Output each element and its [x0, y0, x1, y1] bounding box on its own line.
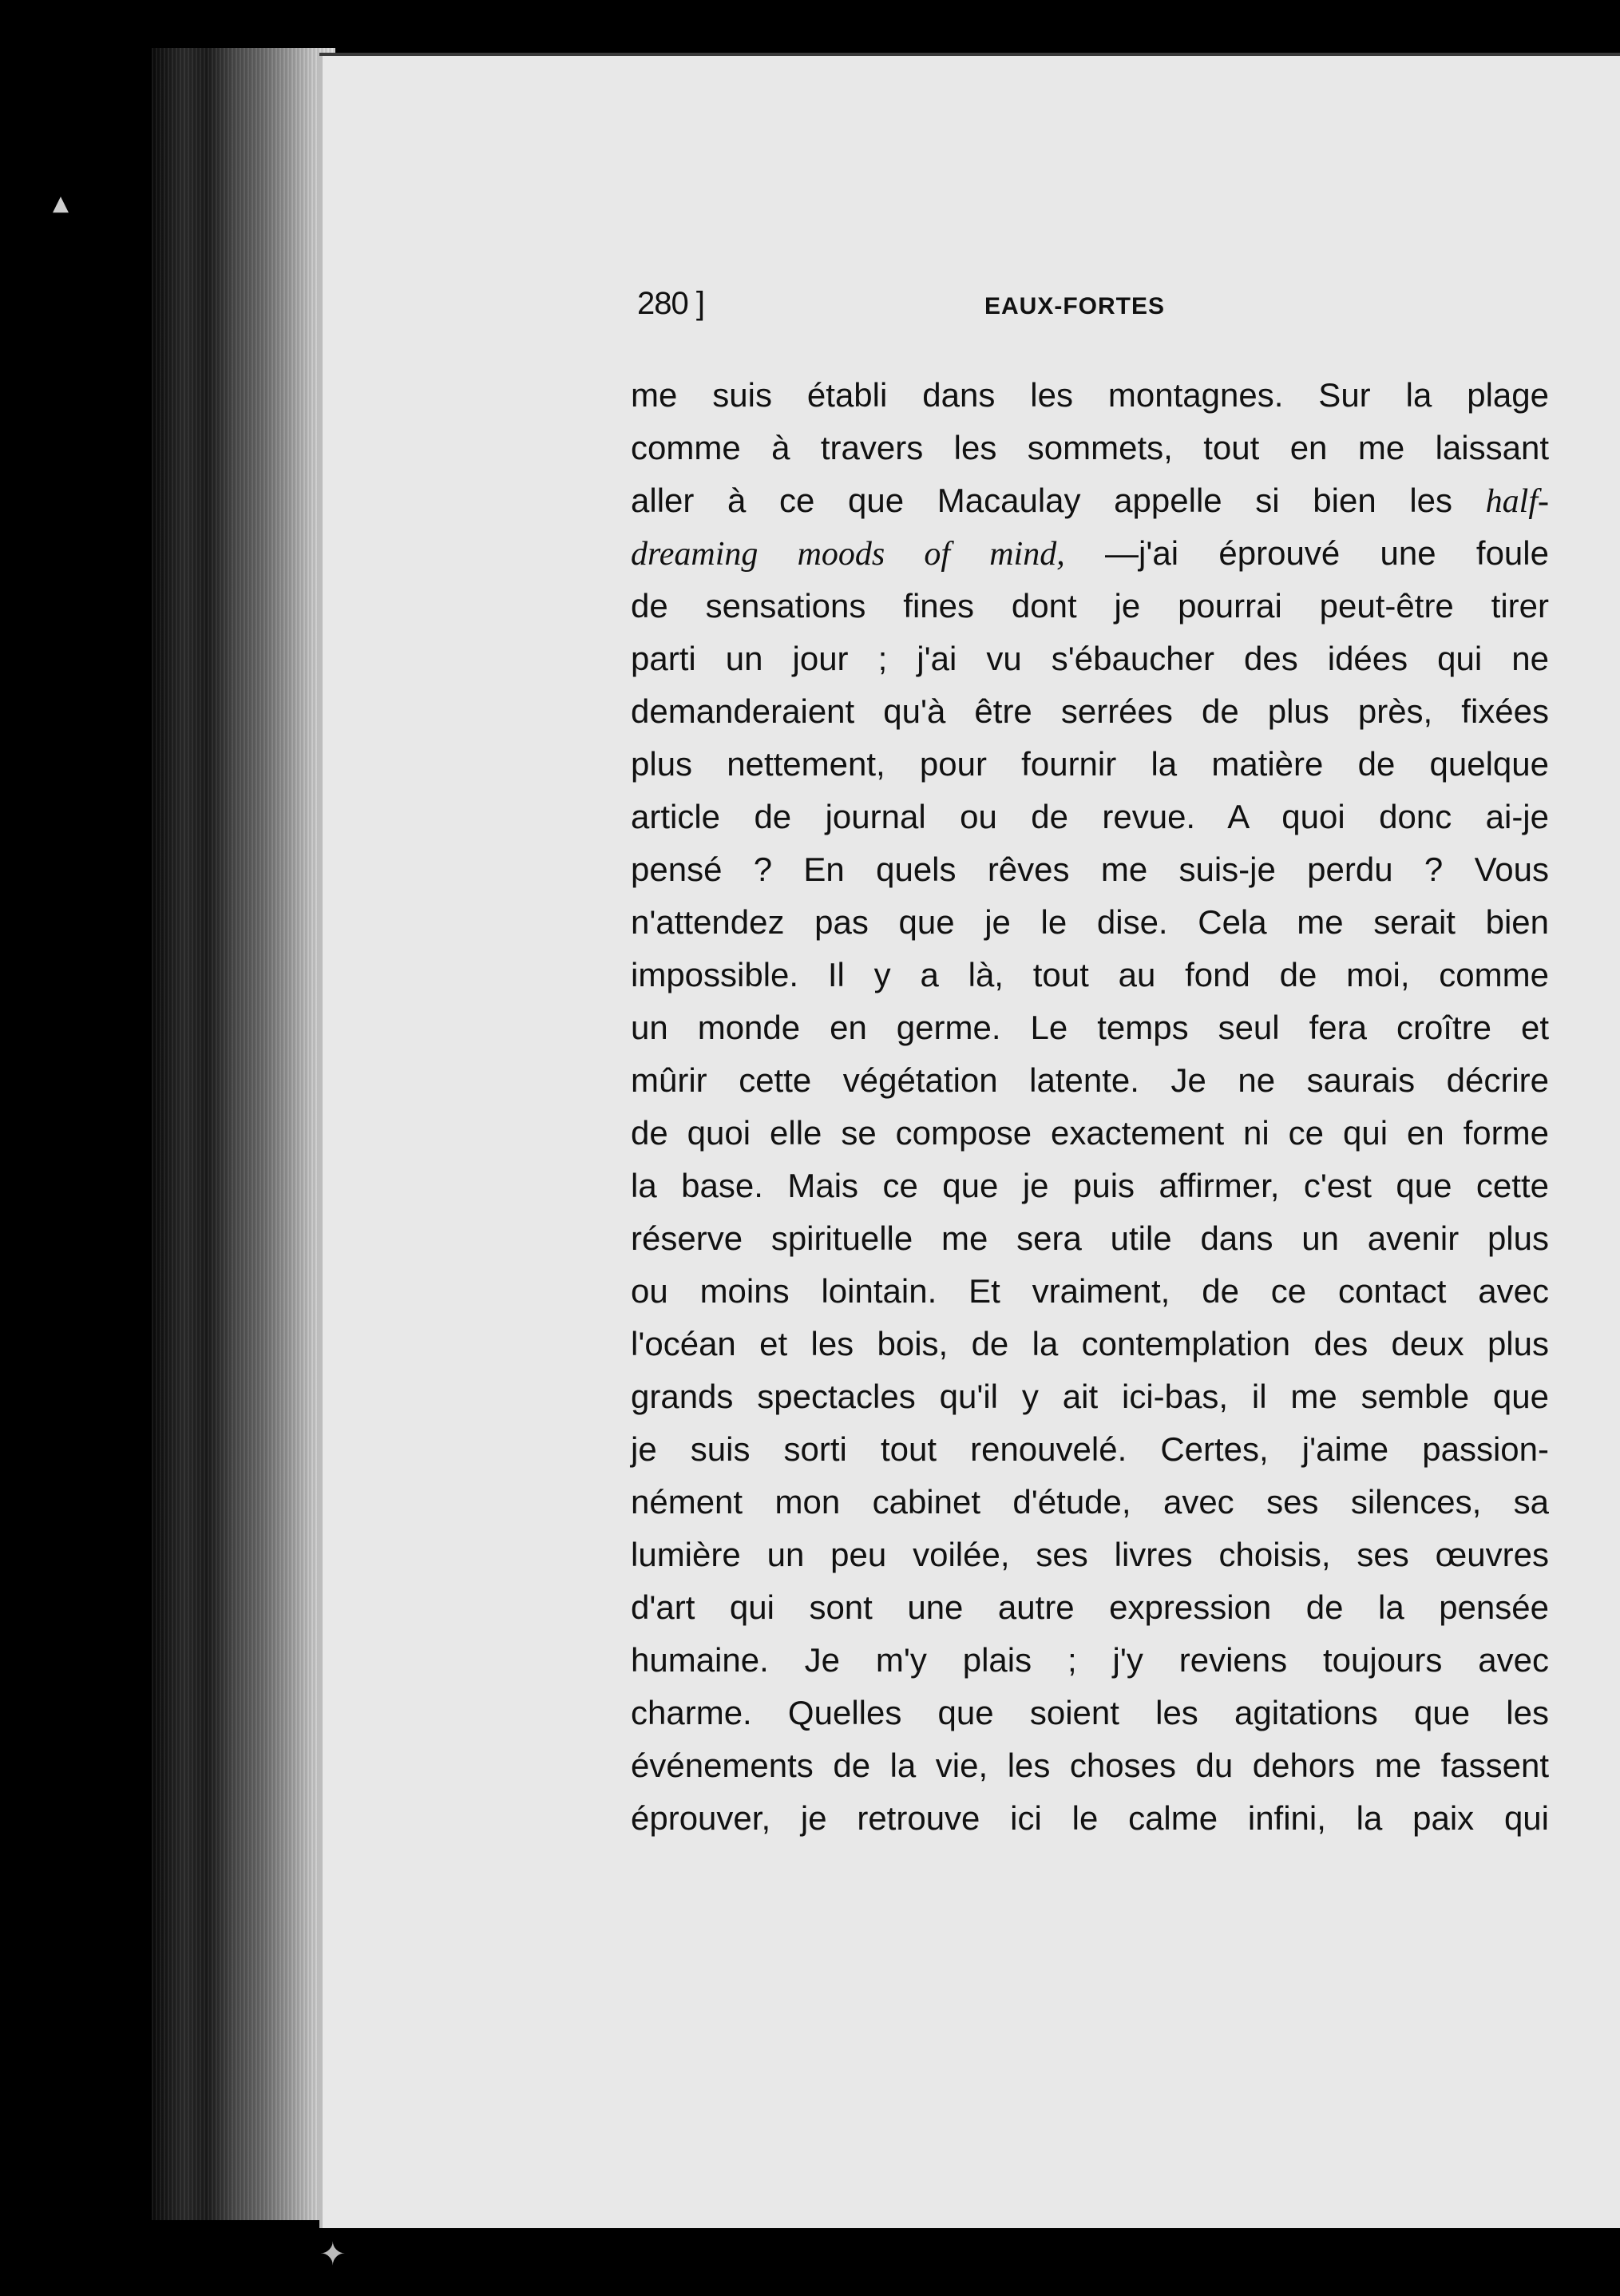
text-line: n'attendez pas que je le dise. Cela me serait bien — [631, 903, 1549, 941]
text-line: la base. Mais ce que je puis affirmer, c'est que cette — [631, 1167, 1549, 1204]
text-line: d'art qui sont une autre expression de la pensée — [631, 1588, 1549, 1626]
text-line: impossible. Il y a là, tout au fond de moi, comme — [631, 956, 1549, 993]
running-title: EAUX-FORTES — [984, 293, 1166, 319]
body-text — [631, 369, 1549, 1845]
text-line: parti un jour ; j'ai vu s'ébaucher des idées qui ne — [631, 640, 1549, 677]
text-line — [631, 474, 1549, 527]
text-line: grands spectacles qu'il y ait ici-bas, il me semble que — [631, 1378, 1549, 1415]
text-line: comme à travers les sommets, tout en me laissant — [631, 429, 1549, 466]
text-line: nément mon cabinet d'étude, avec ses silences, sa — [631, 1483, 1549, 1521]
text-line: réserve spirituelle me sera utile dans un avenir plus — [631, 1219, 1549, 1257]
text-line: ou moins lointain. Et vraiment, de ce contact avec — [631, 1272, 1549, 1310]
text-line: plus nettement, pour fournir la matière de quelque — [631, 745, 1549, 783]
text-line: demanderaient qu'à être serrées de plus près, fixées — [631, 692, 1549, 730]
text-line: me suis établi dans les montagnes. Sur la plage — [631, 376, 1549, 414]
text-fragment: aller à ce que Macaulay appelle si bien les — [631, 482, 1486, 519]
text-line: charme. Quelles que soient les agitations que les — [631, 1694, 1549, 1731]
text-line: événements de la vie, les choses du dehors me fassent — [631, 1747, 1549, 1784]
text-line: pensé ? En quels rêves me suis-je perdu ? Vous — [631, 851, 1549, 888]
text-line: de sensations fines dont je pourrai peut-être tirer — [631, 587, 1549, 625]
scan-speck-icon: ▲ — [53, 192, 69, 216]
text-line: lumière un peu voilée, ses livres choisis, ses œuvres — [631, 1536, 1549, 1573]
text-line: je suis sorti tout renouvelé. Certes, j'aime passion- — [631, 1430, 1549, 1468]
italic-fragment: half- — [1485, 483, 1549, 520]
scan-speck-icon: ✦ — [319, 2236, 347, 2273]
scan-border-bottom — [0, 2228, 1620, 2296]
text-line: éprouver, je retrouve ici le calme infini, la paix qui — [631, 1799, 1549, 1837]
text-line: l'océan et les bois, de la contemplation des deux plus — [631, 1325, 1549, 1362]
text-line: article de journal ou de revue. A quoi donc ai-je — [631, 798, 1549, 835]
text-line — [631, 527, 1549, 580]
text-line: un monde en germe. Le temps seul fera croître et — [631, 1009, 1549, 1046]
page-number: 280 ] — [637, 286, 704, 321]
text-line: humaine. Je m'y plais ; j'y reviens toujours avec — [631, 1641, 1549, 1679]
page-header — [637, 286, 1547, 334]
text-line: de quoi elle se compose exactement ni ce qui en forme — [631, 1114, 1549, 1152]
book-page-edges-texture — [152, 48, 335, 2220]
text-line: mûrir cette végétation latente. Je ne saurais décrire — [631, 1061, 1549, 1099]
text-fragment: —j'ai éprouvé une foule — [1064, 534, 1549, 572]
italic-fragment: dreaming moods of mind, — [631, 536, 1065, 573]
